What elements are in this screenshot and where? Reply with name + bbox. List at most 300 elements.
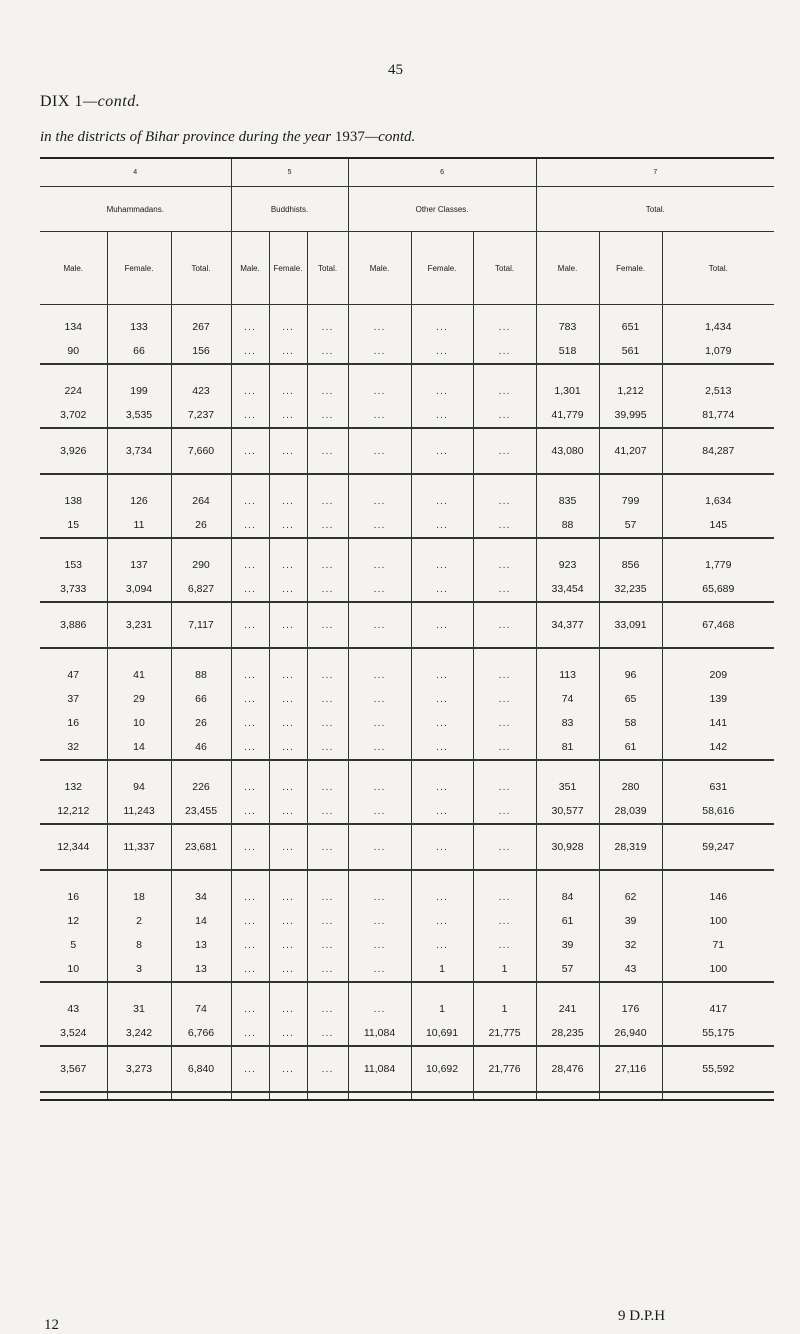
table-cell: ... [269,1021,307,1046]
table-cell: ... [307,799,348,824]
sub-header: Male. [348,232,411,305]
sub-header: Male. [231,232,269,305]
table-cell: 1,212 [599,379,662,403]
table-cell: 224 [64,385,83,397]
table-cell: ... [348,799,411,824]
table-cell: 84 [536,885,599,909]
table-cell: ... [231,577,269,602]
table-cell: ... [269,553,307,577]
table-cell: ... [348,403,411,428]
table-cell: ... [307,428,348,474]
table-cell: 26 [171,513,231,538]
table-cell: ... [269,909,307,933]
table-cell: ... [411,315,473,339]
table-cell: ... [348,379,411,403]
table-cell: 145 [662,513,774,538]
table-row [40,885,774,909]
gap-row [40,474,774,489]
table-cell: ... [348,602,411,648]
table-cell: ... [473,339,536,364]
table-cell: 3,926 [40,428,107,474]
table-cell: ... [231,489,269,513]
table-cell: ... [307,824,348,870]
table-cell: ... [231,428,269,474]
table-cell: 14 [171,909,231,933]
table-cell: 81 [536,735,599,760]
table-row [40,1021,774,1046]
table-cell: 65,689 [662,577,774,602]
table-cell: 6,840 [171,1046,231,1092]
table-cell: 7,237 [171,403,231,428]
column-number: 6 [348,158,536,187]
table-cell: ... [307,687,348,711]
spacer-row [40,305,774,316]
table-cell: ... [473,577,536,602]
table-cell: ... [348,775,411,799]
table-cell: ... [473,735,536,760]
table-cell: 27,116 [599,1046,662,1092]
table-cell: 1 [411,997,473,1021]
table-cell: 126 [107,489,171,513]
table-cell: 351 [536,775,599,799]
sub-header: Total. [662,232,774,305]
table-cell: ... [307,379,348,403]
table-cell: ... [307,489,348,513]
table-cell: ... [231,775,269,799]
table-cell: 176 [599,997,662,1021]
table-cell: 37 [67,693,80,705]
table-cell: 1 [411,957,473,982]
table-cell: 59,247 [662,824,774,870]
table-cell: 137 [107,553,171,577]
table-cell: ... [411,799,473,824]
table-cell: 11 [107,513,171,538]
total-row [40,602,774,648]
table-cell: 41,779 [536,403,599,428]
table-row [40,513,774,538]
footer-printer-mark: 9 D.P.H [618,1308,666,1324]
table-row [40,577,774,602]
table-cell: 57 [599,513,662,538]
appendix-heading [40,93,140,111]
table-cell: 631 [662,775,774,799]
sub-header: Female. [269,232,307,305]
table-row [40,933,774,957]
table-cell: ... [231,687,269,711]
table-cell: ... [269,735,307,760]
table-cell: ... [411,602,473,648]
table-cell: 3,886 [40,602,107,648]
table-cell: 1,634 [662,489,774,513]
table-cell: ... [231,513,269,538]
table-cell: ... [411,909,473,933]
table-cell: ... [473,824,536,870]
table-cell: ... [269,602,307,648]
table-cell: ... [348,315,411,339]
table-cell: ... [411,553,473,577]
table-cell: ... [307,577,348,602]
table-row [40,315,774,339]
gap-row [40,538,774,553]
table-cell: 146 [662,885,774,909]
sub-header: Total. [307,232,348,305]
table-cell: 156 [171,339,231,364]
table-cell: ... [231,933,269,957]
table-cell: ... [307,957,348,982]
total-row [40,1046,774,1092]
sub-header: Male. [536,232,599,305]
table-cell: 55,175 [662,1021,774,1046]
table-cell: ... [269,799,307,824]
table-cell: ... [473,602,536,648]
table-row [40,957,774,982]
table-cell: 3,702 [60,409,87,421]
table-cell: ... [473,775,536,799]
table-cell: ... [473,663,536,687]
total-row [40,428,774,474]
table-row [40,379,774,403]
table-cell: ... [269,513,307,538]
table-row [40,339,774,364]
tail-row [40,1092,774,1100]
table-cell: 2,513 [662,379,774,403]
table-cell: 799 [599,489,662,513]
table-cell: ... [411,775,473,799]
table-cell: ... [348,933,411,957]
table-cell: 11,337 [107,824,171,870]
table-cell: ... [348,909,411,933]
table-cell: 43 [67,1003,80,1015]
table-cell: 61 [536,909,599,933]
table-cell: ... [411,339,473,364]
table-cell: 139 [662,687,774,711]
table-cell: 10,691 [411,1021,473,1046]
table-row [40,663,774,687]
table-cell: 3,524 [60,1027,87,1039]
group-header-total: Total. [536,187,774,232]
table-cell: 67,468 [662,602,774,648]
gap-row [40,982,774,997]
gap-row [40,870,774,885]
table-row [40,909,774,933]
footer-page-ref: 12 [44,1317,59,1333]
table-cell: 16 [67,717,80,729]
table-cell: 209 [662,663,774,687]
table-cell: ... [307,735,348,760]
table-cell: ... [269,379,307,403]
table-cell: ... [411,403,473,428]
table-cell: 13 [171,933,231,957]
table-cell: ... [473,933,536,957]
table-cell: ... [231,909,269,933]
table-cell: ... [231,379,269,403]
table-cell: 10 [107,711,171,735]
table-cell: ... [348,711,411,735]
group-header-buddhists: Buddhists. [231,187,348,232]
table-cell: ... [473,403,536,428]
table-cell: ... [411,577,473,602]
table-cell: 153 [64,559,83,571]
table-cell: 518 [536,339,599,364]
table-cell: 1 [473,957,536,982]
table-cell: 41,207 [599,428,662,474]
sub-header: Female. [599,232,662,305]
table-cell: 12,212 [57,805,90,817]
table-cell: ... [473,799,536,824]
table-cell: 11,243 [107,799,171,824]
gap-row [40,760,774,775]
table-cell: ... [231,735,269,760]
table-cell: 3,231 [107,602,171,648]
table-cell: ... [307,602,348,648]
table-cell: 66 [107,339,171,364]
table-cell: ... [269,403,307,428]
table-cell: ... [348,735,411,760]
table-cell: ... [231,315,269,339]
table-cell: 10 [67,963,80,975]
table-cell: 1,779 [662,553,774,577]
table-cell: 14 [107,735,171,760]
table-cell: 88 [171,663,231,687]
table-cell: 71 [662,933,774,957]
table-cell: 11,084 [348,1046,411,1092]
table-cell: ... [411,885,473,909]
table-cell: 61 [599,735,662,760]
table-cell: 561 [599,339,662,364]
table-cell: ... [307,403,348,428]
table-cell: 28,039 [599,799,662,824]
table-cell: 6,766 [171,1021,231,1046]
table-cell: ... [411,933,473,957]
table-cell: 11,084 [348,1021,411,1046]
table-row [40,711,774,735]
table-cell: ... [269,1046,307,1092]
table-cell: 3,733 [60,583,87,595]
table-cell: 142 [662,735,774,760]
table-cell: ... [307,1046,348,1092]
table-cell: ... [231,1021,269,1046]
table-cell: ... [269,824,307,870]
table-cell: ... [348,687,411,711]
table-cell: 32 [67,741,80,753]
table-cell: 1,301 [536,379,599,403]
table-cell: 7,117 [171,602,231,648]
table-cell: 26,940 [599,1021,662,1046]
group-header-row [40,187,774,232]
table-cell: 58 [599,711,662,735]
table-cell: 57 [536,957,599,982]
table-cell: 18 [107,885,171,909]
table-cell: ... [307,885,348,909]
table-cell: ... [307,775,348,799]
table-cell: ... [411,687,473,711]
table-cell: 138 [64,495,83,507]
table-cell: ... [231,885,269,909]
table-cell: ... [269,775,307,799]
page-number: 45 [388,62,403,78]
table-cell: 84,287 [662,428,774,474]
table-cell: ... [348,553,411,577]
table-cell: 88 [536,513,599,538]
table-cell: 39,995 [599,403,662,428]
sub-header: Male. [40,232,107,305]
subtitle-year: 1937 [334,129,365,145]
table-cell: ... [348,997,411,1021]
table-cell: ... [411,824,473,870]
table-cell: 23,455 [171,799,231,824]
table-cell: ... [473,687,536,711]
table-cell: 423 [171,379,231,403]
sub-header: Total. [473,232,536,305]
table-cell: ... [231,957,269,982]
gap-row [40,648,774,663]
table-cell: 3,567 [40,1046,107,1092]
table-cell: 923 [536,553,599,577]
table-cell: 29 [107,687,171,711]
table-cell: 74 [536,687,599,711]
table-cell: 241 [536,997,599,1021]
table-cell: 280 [599,775,662,799]
column-number-row [40,158,774,187]
table-cell: ... [307,933,348,957]
table-cell: 65 [599,687,662,711]
sub-header-row [40,232,774,305]
table-cell: 12 [67,915,80,927]
table-cell: ... [269,711,307,735]
table-cell: 28,476 [536,1046,599,1092]
table-cell: 30,928 [536,824,599,870]
table-cell: 2 [107,909,171,933]
table-cell: 15 [67,519,80,531]
table-cell: ... [269,885,307,909]
table-cell: 141 [662,711,774,735]
column-number: 5 [231,158,348,187]
table-cell: ... [411,711,473,735]
table-cell: 33,454 [536,577,599,602]
table-cell: ... [473,711,536,735]
table-cell: 43 [599,957,662,982]
table-cell: 74 [171,997,231,1021]
table-cell: 290 [171,553,231,577]
table-cell: ... [231,403,269,428]
column-number: 4 [40,158,231,187]
table-cell: 81,774 [662,403,774,428]
sub-header: Female. [411,232,473,305]
table-cell: 7,660 [171,428,231,474]
table-cell: 100 [662,909,774,933]
table-cell: ... [411,489,473,513]
table-cell: 1,079 [662,339,774,364]
table-cell: ... [473,553,536,577]
table-cell: 5 [70,939,77,951]
table-cell: 43,080 [536,428,599,474]
table-cell: 16 [67,891,80,903]
table-cell: 8 [107,933,171,957]
table-cell: 32 [599,933,662,957]
table-cell: 6,827 [171,577,231,602]
table-cell: 46 [171,735,231,760]
table-cell: 41 [107,663,171,687]
table-cell: 39 [536,933,599,957]
table-cell: 226 [171,775,231,799]
table-cell: 39 [599,909,662,933]
table-cell: 66 [171,687,231,711]
table-row [40,553,774,577]
table-cell: 96 [599,663,662,687]
table-cell: 1,434 [662,315,774,339]
table-cell: ... [269,933,307,957]
appendix-heading-contd: —contd. [82,93,141,110]
table-cell: ... [269,339,307,364]
table-cell: ... [348,885,411,909]
table-cell: 26 [171,711,231,735]
table-cell: 134 [64,321,83,333]
table-cell: ... [269,957,307,982]
table-cell: 783 [536,315,599,339]
table-cell: 55,592 [662,1046,774,1092]
table-cell: 94 [107,775,171,799]
table-cell: ... [231,602,269,648]
total-row [40,824,774,870]
table-cell: ... [307,339,348,364]
table-cell: ... [411,379,473,403]
table-cell: 113 [536,663,599,687]
table-cell: ... [231,339,269,364]
table-cell: ... [231,1046,269,1092]
table-cell: 100 [662,957,774,982]
table-cell: ... [231,997,269,1021]
table-row [40,775,774,799]
table-cell: ... [411,513,473,538]
table-cell: 47 [67,669,80,681]
table-cell: 3,535 [107,403,171,428]
table-cell: 3 [107,957,171,982]
table-cell: 267 [171,315,231,339]
group-header-other-classes: Other Classes. [348,187,536,232]
table-cell: ... [307,513,348,538]
table-cell: ... [231,799,269,824]
table-cell: 1 [473,997,536,1021]
table-cell: ... [473,909,536,933]
table-cell: 856 [599,553,662,577]
table-cell: ... [348,489,411,513]
table-row [40,799,774,824]
table-cell: 34 [171,885,231,909]
table-cell: ... [348,824,411,870]
table-cell: 3,273 [107,1046,171,1092]
table-cell: 12,344 [40,824,107,870]
table-cell: ... [348,957,411,982]
table-cell: 32,235 [599,577,662,602]
table-cell: ... [307,997,348,1021]
table-cell: ... [269,489,307,513]
table-cell: ... [307,663,348,687]
table-cell: 58,616 [662,799,774,824]
table-cell: 417 [662,997,774,1021]
table-cell: ... [348,428,411,474]
table-cell: 3,094 [107,577,171,602]
table-cell: 31 [107,997,171,1021]
table-cell: 3,242 [107,1021,171,1046]
table-cell: ... [473,315,536,339]
table-row [40,687,774,711]
table-cell: 90 [67,345,80,357]
table-cell: ... [307,553,348,577]
group-header-muhammadans: Muhammadans. [40,187,231,232]
table-cell: ... [473,428,536,474]
table-cell: 133 [107,315,171,339]
table-cell: ... [348,663,411,687]
